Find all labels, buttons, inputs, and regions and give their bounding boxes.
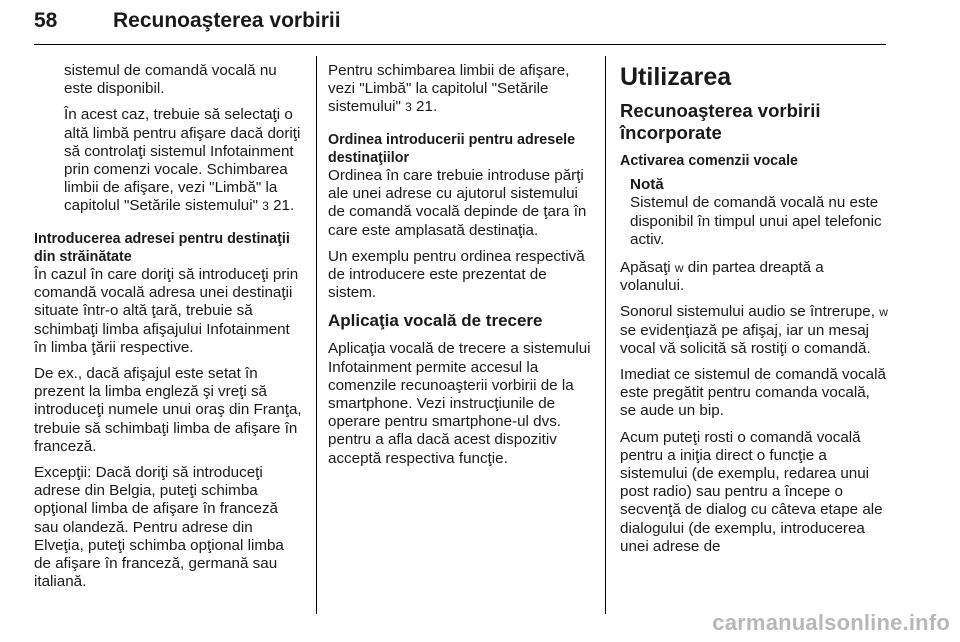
page-ref-icon: 3 [405,100,412,115]
note-title: Notă [630,176,664,194]
section-heading: Aplicaţia vocală de trecere [328,311,543,331]
note-box [620,176,890,249]
chapter-heading: Utilizarea [620,63,732,91]
voice-control-icon: w [674,261,684,276]
column-1 [34,62,304,599]
paragraph: Excepţii: Dacă doriţi să introduceţi adrese din Belgia, puteţi schimba opţional limba de afişare în franceză sau olandeză. Pentru adrese din Elveţia, puteţi schimba opţional limba de afişare în franceză, germană sau italiană. [34,464,284,591]
paragraph: Apăsaţi w din partea dreaptă a volanului. [620,259,824,295]
paragraph: Aplicaţia vocală de trecere a sistemului Infotainment permite accesul la comenzile recunoaşterii vorbirii de la smartphone. Vezi instrucţiunile de operare pentru smartphone-ul dvs. pentru a afla dacă acest dispozitiv acceptă respectiva funcţie. [328,340,591,467]
column-3 [620,62,890,564]
column-divider-1 [316,56,317,614]
paragraph: sistemul de comandă vocală nu este disponibil. [64,62,277,98]
paragraph: Sonorul sistemului audio se întrerupe, w se evidenţiază pe afişaj, iar un mesaj vocal vă solicită să rostiţi o comandă. [620,303,888,357]
page-title: Recunoaşterea vorbirii [113,9,341,32]
paragraph: Acum puteţi rosti o comandă vocală pentru a iniţia direct o funcţie a sistemului (de exemplu, redarea unui post radio) sau pentru a începe o secvenţă de dialog cu câteva etape ale dialogului (de exemplu, introducerea unei adrese de [620,428,883,555]
subheading: Ordinea introducerii pentru adresele destinaţiilor [328,131,576,166]
column-2 [328,62,594,476]
paragraph: De ex., dacă afişajul este setat în prezent la limba engleză şi vreţi să introduceţi numele unui oraş din Franţa, trebuie să schimbaţi limba de afişare în franceză. [34,365,302,455]
paragraph: Un exemplu pentru ordinea respectivă de introducere este prezentat de sistem. [328,247,585,302]
page-header [34,4,886,45]
page-number: 58 [34,9,58,32]
paragraph-with-ref: În acest caz, trebuie să selectaţi o altă limbă pentru afişare dacă doriţi să controlaţi sistemul Infotainment prin comenzi vocale. Schimbarea limbii de afişare, vezi "Limbă" la capitolul "Setările sistemului" 3 21. [64,106,301,215]
paragraph-with-ref: Pentru schimbarea limbii de afişare, vezi "Limbă" la capitolul "Setările sistemului" 3 21. [328,62,570,116]
section-heading: Recunoaşterea vorbirii încorporate [620,100,821,143]
subheading: Introducerea adresei pentru destinaţii din străinătate [34,230,290,265]
paragraph: În cazul în care doriţi să introduceţi prin comandă vocală adresa unei destinaţii situate într-o altă ţară, trebuie să schimbaţi limba afişajului Infotainment în limba ţării respective. [34,266,299,356]
paragraph: Ordinea în care trebuie introduse părţi ale unei adrese cu ajutorul sistemului de comandă vocală depinde de ţara în care este amplasată destinaţia. [328,167,587,239]
paragraph: Imediat ce sistemul de comandă vocală este pregătit pentru comanda vocală, se aude un bip. [620,366,886,420]
subheading: Activarea comenzii vocale [620,153,799,169]
voice-control-icon: w [879,305,888,320]
note-text: Sistemul de comandă vocală nu este disponibil în timpul unui apel telefonic activ. [630,194,882,248]
page-ref-icon: 3 [262,199,269,214]
watermark: carmanualsonline.info [712,610,950,635]
column-divider-2 [605,56,606,614]
